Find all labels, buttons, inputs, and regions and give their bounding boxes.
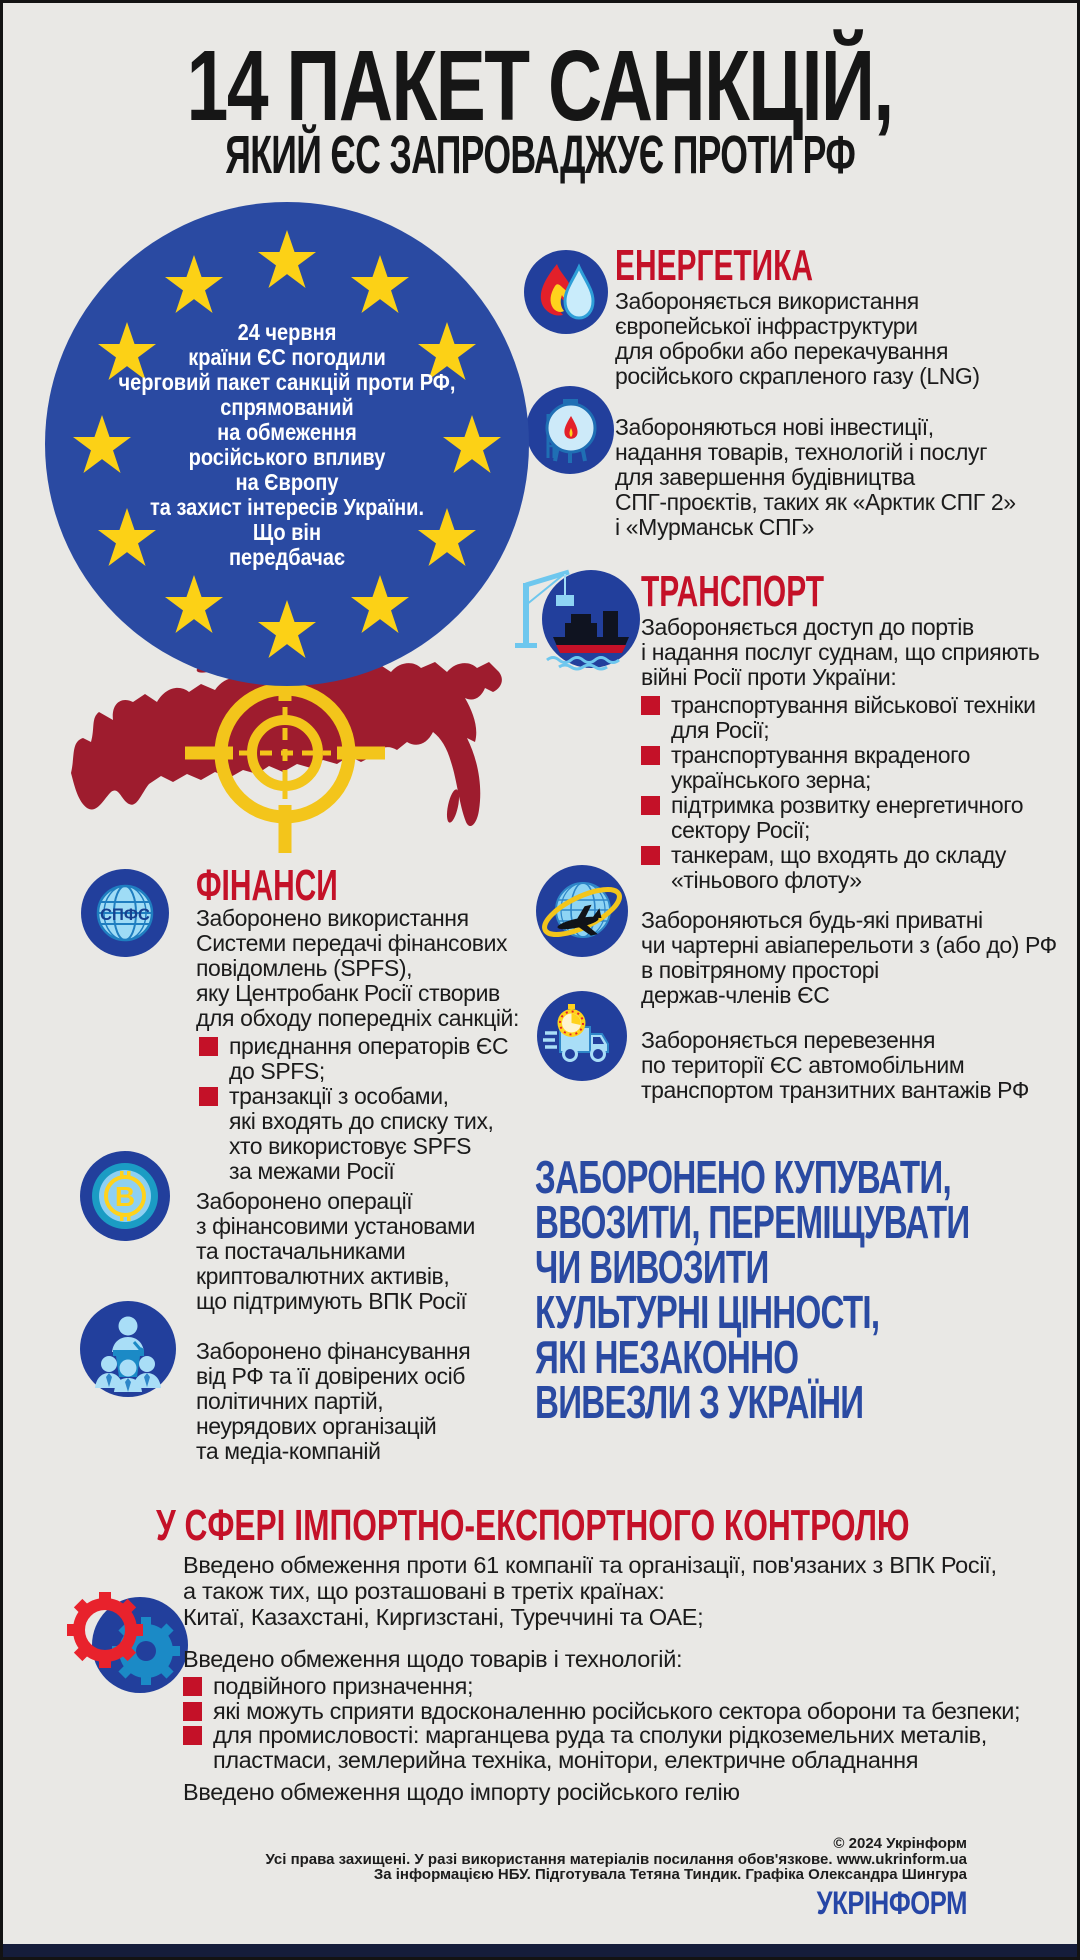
eu-star-icon [165, 575, 223, 633]
energy-section-title: ЕНЕРГЕТИКА [615, 241, 814, 290]
text-line: та захист інтересів України. [149, 494, 425, 520]
text-line: надання товарів, технологій і послуг [615, 439, 988, 465]
flame-and-gas-drop-icon [524, 250, 608, 334]
cargo-ship-crane-icon [503, 559, 645, 677]
spfs-label: СПФС [100, 906, 150, 924]
text-line: танкерам, що входять до складу [671, 842, 1006, 868]
text-line: для Росії; [671, 717, 770, 743]
text-line: на Європу [235, 469, 339, 495]
spfs-globe-icon [81, 869, 169, 957]
text-line: які входять до списку тих, [229, 1108, 494, 1134]
text-line: сектору Росії; [671, 817, 811, 843]
gears-icon [39, 1585, 191, 1707]
text-line: Що він [252, 519, 322, 545]
text-line: Забороняється перевезення [641, 1027, 935, 1053]
text-line: Заборонено використання [196, 905, 469, 931]
text-line: транспортування вкраденого [671, 742, 970, 768]
text-line: від РФ та її довірених осіб [196, 1363, 466, 1389]
eu-star-icon [351, 255, 409, 313]
text-line: війні Росії проти України: [641, 664, 897, 690]
energy-paragraph-1 [615, 289, 980, 389]
eu-star-icon [351, 575, 409, 633]
text-line: хто використовує SPFS [229, 1133, 472, 1159]
import-export-paragraph-2 [183, 1646, 682, 1672]
text-line: подвійного призначення; [213, 1673, 474, 1699]
text-line: держав-членів ЄС [641, 982, 830, 1008]
text-line: Забороняється використання [615, 288, 919, 314]
text-line: та медіа-компаній [196, 1438, 381, 1464]
text-line: 24 червня [237, 319, 337, 345]
text-line: Введено обмеження щодо товарів і технологій: [183, 1646, 683, 1672]
text-line: і надання послуг суднам, що сприяють [641, 639, 1040, 665]
finance-crypto-paragraph [196, 1189, 475, 1314]
text-line: чи чартерні авіаперельоти з (або до) РФ [641, 932, 1057, 958]
transport-truck-paragraph [641, 1028, 1029, 1103]
text-line: криптовалютних активів, [196, 1263, 450, 1289]
transport-bullet-list [641, 693, 1036, 893]
text-line: ЧИ ВИВОЗИТИ [535, 1241, 769, 1293]
speaker-podium-icon [80, 1301, 176, 1397]
text-line: приєднання операторів ЄС [229, 1033, 509, 1059]
list-item [199, 1084, 508, 1184]
text-line: для обходу попередніх санкцій: [196, 1005, 519, 1031]
eu-star-icon [258, 230, 316, 288]
lng-tank-icon [526, 386, 614, 474]
bottom-accent-bar [3, 1944, 1077, 1957]
footer [265, 1835, 967, 1921]
text-line: транспортування військової техніки [671, 692, 1036, 718]
transport-air-paragraph [641, 908, 1057, 1008]
text-line: країни ЄС погодили [188, 344, 386, 370]
page-subtitle [3, 124, 1077, 186]
text-line: російського впливу [188, 444, 386, 470]
list-item [183, 1674, 1020, 1699]
list-item [199, 1034, 508, 1084]
list-item [183, 1699, 1020, 1724]
text-line: та постачальниками [196, 1238, 406, 1264]
text-line: пластмаси, землерийна техніка, монітори, електричне обладнання [213, 1746, 919, 1773]
text-line: СПГ-проєктів, таких як «Арктик СПГ 2» [615, 489, 1016, 515]
footer-credits: За інформацією НБУ. Підготувала Тетяна Тиндик. Графіка Олександра Шингура [373, 1866, 967, 1883]
ukrinform-logo: УКРІНФОРМ [816, 1884, 967, 1921]
list-item [641, 693, 1036, 743]
finance-parties-paragraph [196, 1339, 470, 1464]
finance-section-title: ФІНАНСИ [196, 861, 338, 910]
culture-ban-banner [535, 1151, 1080, 1428]
text-line: і «Мурманськ СПГ» [615, 514, 815, 540]
text-line: Введено обмеження проти 61 компанії та організації, пов'язаних з ВПК Росії, [183, 1552, 997, 1578]
page-subtitle-text: ЯКИЙ ЄС ЗАПРОВАДЖУЄ ПРОТИ РФ [225, 125, 855, 185]
text-line: «тіньового флоту» [671, 867, 862, 893]
import-export-paragraph-3 [183, 1779, 740, 1805]
import-export-paragraph-1 [183, 1552, 997, 1630]
text-line: ВВОЗИТИ, ПЕРЕМІЩУВАТИ [535, 1196, 970, 1248]
svg-text:B: B [114, 1181, 136, 1212]
text-line: українського зерна; [671, 767, 872, 793]
text-line: що підтримують ВПК Росії [196, 1288, 467, 1314]
eu-circle-text [45, 320, 529, 570]
list-item [183, 1723, 1020, 1772]
text-line: ЗАБОРОНЕНО КУПУВАТИ, [535, 1151, 951, 1203]
text-line: Китаї, Казахстані, Киргизстані, Туреччині та ОАЕ; [183, 1604, 704, 1630]
transport-intro [641, 615, 1039, 690]
text-line: для завершення будівництва [615, 464, 915, 490]
list-item [641, 793, 1036, 843]
text-line: підтримка розвитку енергетичного [671, 792, 1024, 818]
text-line: політичних партій, [196, 1388, 384, 1414]
energy-paragraph-2 [615, 415, 1016, 540]
text-line: Забороняються будь-які приватні [641, 907, 983, 933]
text-line: які можуть сприяти вдосконаленню російського сектора оборони та безпеки; [213, 1697, 1021, 1724]
finance-bullet-list [199, 1034, 508, 1184]
text-line: Забороняються нові інвестиції, [615, 414, 934, 440]
transit-truck-stopwatch-icon [537, 991, 627, 1081]
transport-section-title: ТРАНСПОРТ [641, 567, 825, 616]
text-line: Заборонено операції [196, 1188, 413, 1214]
text-line: ЯКІ НЕЗАКОННО [535, 1331, 799, 1383]
text-line: на обмеження [217, 419, 357, 445]
list-item [641, 743, 1036, 793]
text-line: європейської інфраструктури [615, 313, 918, 339]
text-line: з фінансовими установами [196, 1213, 475, 1239]
globe-airplane-icon [536, 865, 628, 957]
text-line: передбачає [228, 544, 346, 570]
text-line: за межами Росії [229, 1158, 395, 1184]
eu-flag-circle [45, 202, 529, 686]
footer-rights: Усі права захищені. У разі використання матеріалів посилання обов'язкове. www.ukrinform.ua [265, 1850, 967, 1868]
footer-copyright: © 2024 Укрінформ [833, 1835, 967, 1852]
text-line: для обробки або перекачування [615, 338, 949, 364]
text-line: російського скрапленого газу (LNG) [615, 363, 980, 389]
text-line: Системи передачі фінансових [196, 930, 508, 956]
text-line: в повітряному просторі [641, 957, 879, 983]
text-line: транспортом транзитних вантажів РФ [641, 1077, 1029, 1103]
finance-intro [196, 906, 519, 1031]
text-line: до SPFS; [229, 1058, 325, 1084]
text-line: Заборонено фінансування [196, 1338, 471, 1364]
text-line: транзакції з особами, [229, 1083, 449, 1109]
eu-star-icon [258, 600, 316, 658]
text-line: Введено обмеження щодо імпорту російського гелію [183, 1779, 740, 1805]
text-line: по території ЄС автомобільним [641, 1052, 965, 1078]
text-line: неурядових організацій [196, 1413, 437, 1439]
list-item [641, 843, 1036, 893]
text-line: ВИВЕЗЛИ З УКРАЇНИ [535, 1376, 864, 1428]
import-export-section-title: У СФЕРІ ІМПОРТНО-ЕКСПОРТНОГО КОНТРОЛЮ [156, 1501, 910, 1550]
text-line: для промисловості: марганцева руда та сполуки рідкоземельних металів, [213, 1722, 987, 1748]
text-line: яку Центробанк Росії створив [196, 980, 500, 1006]
text-line: черговий пакет санкцій проти РФ, [118, 369, 456, 395]
text-line: повідомлень (SPFS), [196, 955, 413, 981]
bitcoin-icon [80, 1151, 170, 1241]
text-line: а також тих, що розташовані в третіх країнах: [183, 1578, 665, 1604]
text-line: Забороняється доступ до портів [641, 614, 974, 640]
text-line: КУЛЬТУРНІ ЦІННОСТІ, [535, 1286, 880, 1338]
import-export-bullet-list [183, 1674, 1020, 1772]
text-line: спрямований [220, 394, 354, 420]
eu-star-icon [165, 255, 223, 313]
page-title-text: 14 ПАКЕТ САНКЦІЙ, [186, 30, 894, 142]
